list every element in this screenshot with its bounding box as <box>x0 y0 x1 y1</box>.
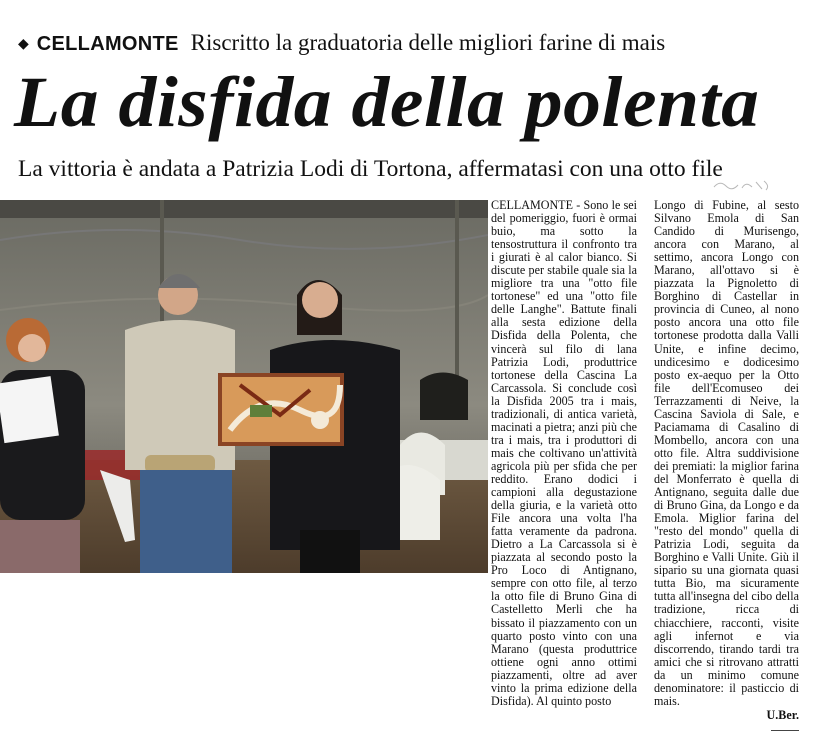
article-column-2 <box>654 199 799 731</box>
author-signature: U.Ber. <box>766 707 799 722</box>
kicker <box>18 30 665 60</box>
article-text-column-1: CELLAMONTE - Sono le sei del pomeriggio, fuori è ormai buio, ma sotto la tensostruttura il confronto tra i giurati è al calor bianco. Si discute per stabile quale sia la migliore tra una "otto file tortonese" ed una "otto file delle Langhe". Battute finali alla sesta edizione della Disfida della Polenta, che vincerà sul filo di lana Patrizia Lodi, produttrice tortonese della Cascina La Carcassola. Si conclude così la Disfida 2005 tra i mais, tradizionali, di antica varietà, macinati a pietra; anzi più che tra i mais, tra i produttori di mais che coltivano un'attività agricola più per sfida che per reddito. Erano dodici i campioni alla degustazione della giuria, e la varietà otto File ancora una volta l'ha fatta veramente da padrona. Dietro a La Carcassola si è piazzata al secondo posto la Pro Loco di Antignano, sempre con otto file, al terzo la otto file di Bruno Gina di Castelletto Merli che ha bissato il piazzamento con un quarto posto vinto con una Marano (questa produttrice ottiene ogni anno ottimi piazzamenti, oltre ad aver vinto la prima edizione della Disfida). Al quinto posto <box>491 198 637 708</box>
article-column-1 <box>491 199 637 708</box>
article-text-column-2: Longo di Fubine, al sesto Silvano Emola di San Candido di Murisengo, ancora con Marano, al settimo, ancora Longo con Marano, all'ottavo si è piazzata la Pignoletto di Borghino di Castellar in provincia di Cuneo, al nono posto ancora una otto file tortonese prodotta dalla Valli Unite, e infine decimo, undicesimo e dodicesimo posto ex-aequo per la Otto file dell'Ecomuseo dei Terrazzamenti di Neive, la Cascina Saviola di Sale, e Paciamama di Casalino di Mombello, ancora con una otto file. Altra suddivisione dei premiati: la miglior farina del Monferrato è quella di Antignano, seguita dalle due di Bruno Gina, da Longo e da Emola. Miglior farina del "resto del mondo" quella di Patrizia Lodi, seguita da Borghino e Valli Unite. Giù il sipario su una giornata quasi tutta Bio, ma sicuramente tutta all'insegna del cibo della tradizione, ricca di chiacchiere, racconti, visite agli infernot e via discorrendo, tirando tardi tra amici che si ritrovano attratti da un minimo comune denominatore: il pasticcio di mais. <box>654 198 799 708</box>
diamond-bullet-icon: ◆ <box>18 36 29 52</box>
news-photo <box>0 200 488 573</box>
handwritten-mark <box>712 178 772 192</box>
photo-illustration <box>0 200 488 573</box>
kicker-location: CELLAMONTE <box>36 33 179 55</box>
kicker-subtitle: Riscritto la graduatoria delle migliori farine di mais <box>190 30 666 55</box>
headline: La disfida della polenta <box>14 62 760 142</box>
deck: La vittoria è andata a Patrizia Lodi di Tortona, affermatasi con una otto file <box>18 156 723 182</box>
